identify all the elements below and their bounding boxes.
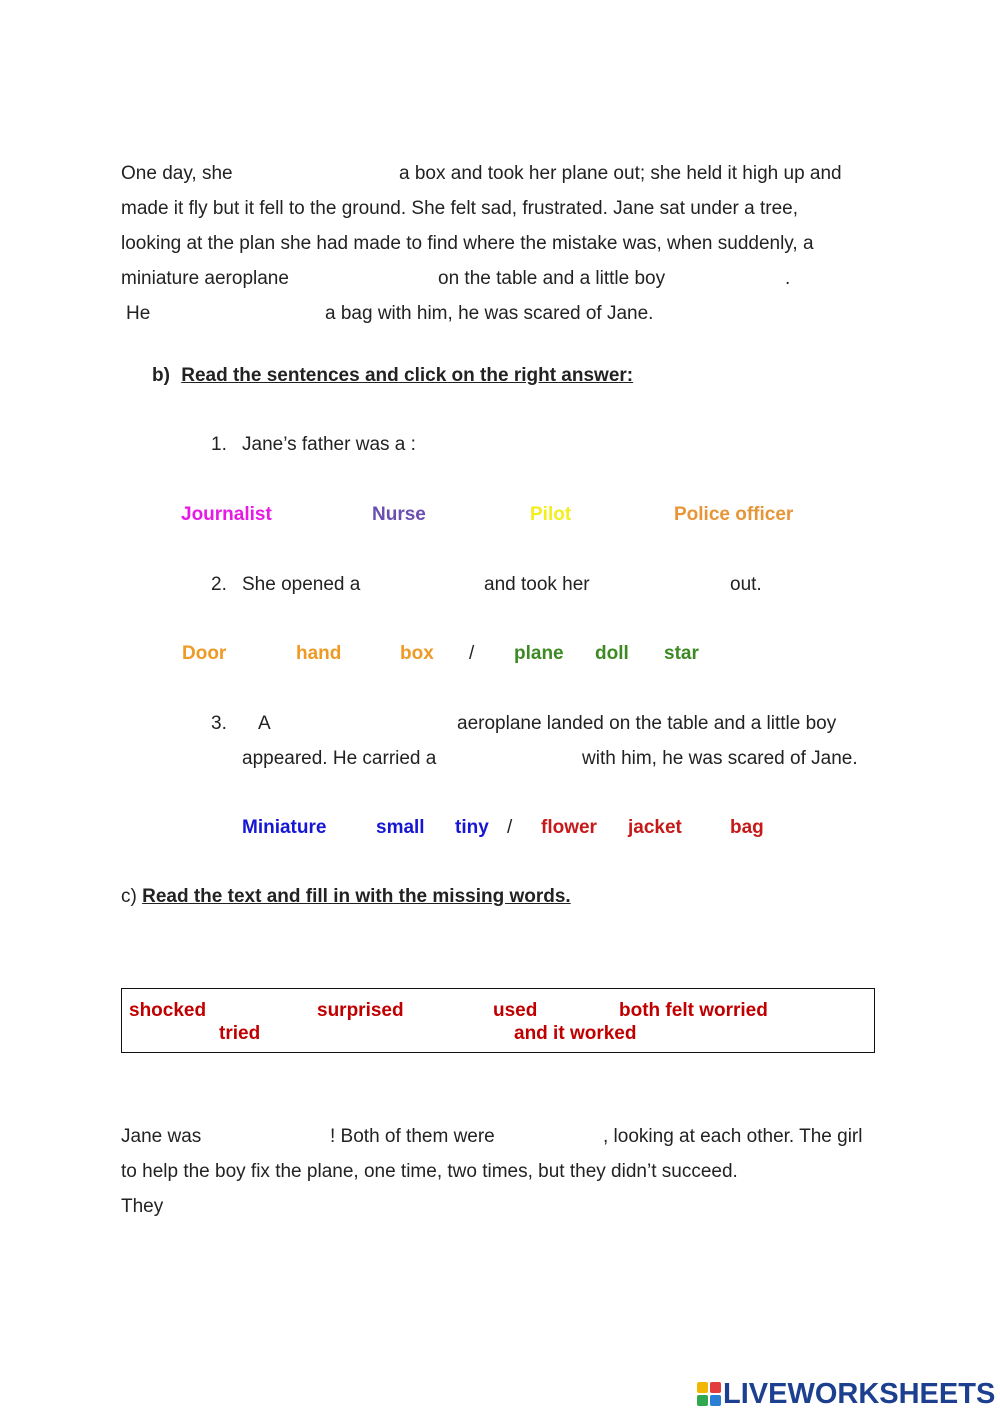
- question-1-number: 1.: [211, 434, 227, 455]
- question-3-number: 3.: [211, 713, 227, 734]
- question-1-text: Jane’s father was a :: [242, 434, 416, 455]
- blank-input[interactable]: [161, 294, 319, 320]
- passage-text: a bag with him, he was scared of Jane.: [325, 303, 654, 324]
- question-2-text: out.: [730, 574, 762, 595]
- option-bag[interactable]: bag: [730, 817, 764, 838]
- option-tiny[interactable]: tiny: [455, 817, 489, 838]
- option-pilot[interactable]: Pilot: [530, 504, 572, 525]
- section-c-title: Read the text and fill in with the missing words.: [142, 886, 571, 907]
- option-door[interactable]: Door: [182, 643, 227, 664]
- word-bank-shocked[interactable]: shocked: [129, 1000, 207, 1021]
- option-miniature[interactable]: Miniature: [242, 817, 327, 838]
- passage-line-5: [121, 290, 877, 325]
- passage-text: made it fly but it fell to the ground. She felt sad, frustrated. Jane sat under a tree,: [121, 198, 798, 219]
- story-passage: [121, 150, 877, 325]
- fill-text: Jane was: [121, 1126, 202, 1147]
- option-police-officer[interactable]: Police officer: [674, 504, 794, 525]
- word-bank-surprised[interactable]: surprised: [317, 1000, 404, 1021]
- section-b-heading: [152, 365, 633, 387]
- section-c-label: c): [121, 886, 137, 907]
- option-small[interactable]: small: [376, 817, 425, 838]
- section-c-heading: [121, 886, 571, 908]
- option-journalist[interactable]: Journalist: [181, 504, 272, 525]
- option-hand[interactable]: hand: [296, 643, 342, 664]
- passage-text: He: [126, 303, 151, 324]
- fill-blank-2[interactable]: [516, 1122, 598, 1148]
- question-2-blank-2[interactable]: [604, 570, 722, 596]
- passage-text: miniature aeroplane: [121, 268, 289, 289]
- question-2-text: She opened a: [242, 574, 361, 595]
- blank-input[interactable]: [685, 259, 781, 285]
- option-flower[interactable]: flower: [541, 817, 597, 838]
- question-2-number: 2.: [211, 574, 227, 595]
- liveworksheets-logo-text: LIVEWORKSHEETS: [723, 1377, 996, 1410]
- passage-text: a box and took her plane out; she held it high up and: [399, 163, 842, 184]
- section-b-title: Read the sentences and click on the right answer:: [181, 365, 634, 386]
- passage-text: on the table and a little boy: [438, 268, 666, 289]
- option-plane[interactable]: plane: [514, 643, 564, 664]
- question-2-text: and took her: [484, 574, 590, 595]
- liveworksheets-logo-icon: [697, 1382, 721, 1406]
- question-3-text: with him, he was scared of Jane.: [582, 748, 858, 769]
- passage-line-3: [121, 220, 877, 255]
- question-3-blank-2[interactable]: [455, 744, 575, 770]
- fill-text: ! Both of them were: [330, 1126, 495, 1147]
- option-jacket[interactable]: jacket: [628, 817, 682, 838]
- fill-text: to help the boy fix the plane, one time, two times, but they didn’t succeed.: [121, 1161, 738, 1182]
- option-box[interactable]: box: [400, 643, 434, 664]
- passage-line-4: [121, 255, 877, 290]
- passage-line-2: [121, 185, 877, 220]
- passage-text: .: [785, 268, 791, 289]
- fill-blank-3[interactable]: [170, 1192, 330, 1218]
- question-3-text: A: [258, 713, 271, 734]
- fill-text: They: [121, 1196, 164, 1217]
- option-doll[interactable]: doll: [595, 643, 629, 664]
- word-bank-both-felt-worried[interactable]: both felt worried: [619, 1000, 768, 1021]
- word-bank-used[interactable]: used: [493, 1000, 538, 1021]
- option-star[interactable]: star: [664, 643, 699, 664]
- word-bank-and-it-worked[interactable]: and it worked: [514, 1023, 637, 1044]
- question-3-text: appeared. He carried a: [242, 748, 437, 769]
- fill-text: , looking at each other. The girl: [603, 1126, 863, 1147]
- passage-text: One day, she: [121, 163, 233, 184]
- question-3-text: aeroplane landed on the table and a little boy: [457, 713, 837, 734]
- blank-input[interactable]: [247, 154, 387, 180]
- option-nurse[interactable]: Nurse: [372, 504, 426, 525]
- liveworksheets-logo: [697, 1376, 995, 1412]
- question-2-blank-1[interactable]: [372, 570, 477, 596]
- options-separator: /: [507, 817, 513, 838]
- fill-blank-1[interactable]: [212, 1122, 324, 1148]
- passage-line-1: [121, 150, 877, 185]
- word-bank-box: [121, 988, 875, 1053]
- options-separator: /: [469, 643, 475, 664]
- word-bank-tried[interactable]: tried: [219, 1023, 261, 1044]
- section-b-label: b): [152, 365, 170, 386]
- question-3-blank-1[interactable]: [280, 709, 450, 735]
- passage-text: looking at the plan she had made to find where the mistake was, when suddenly, a: [121, 233, 814, 254]
- blank-input[interactable]: [305, 259, 431, 285]
